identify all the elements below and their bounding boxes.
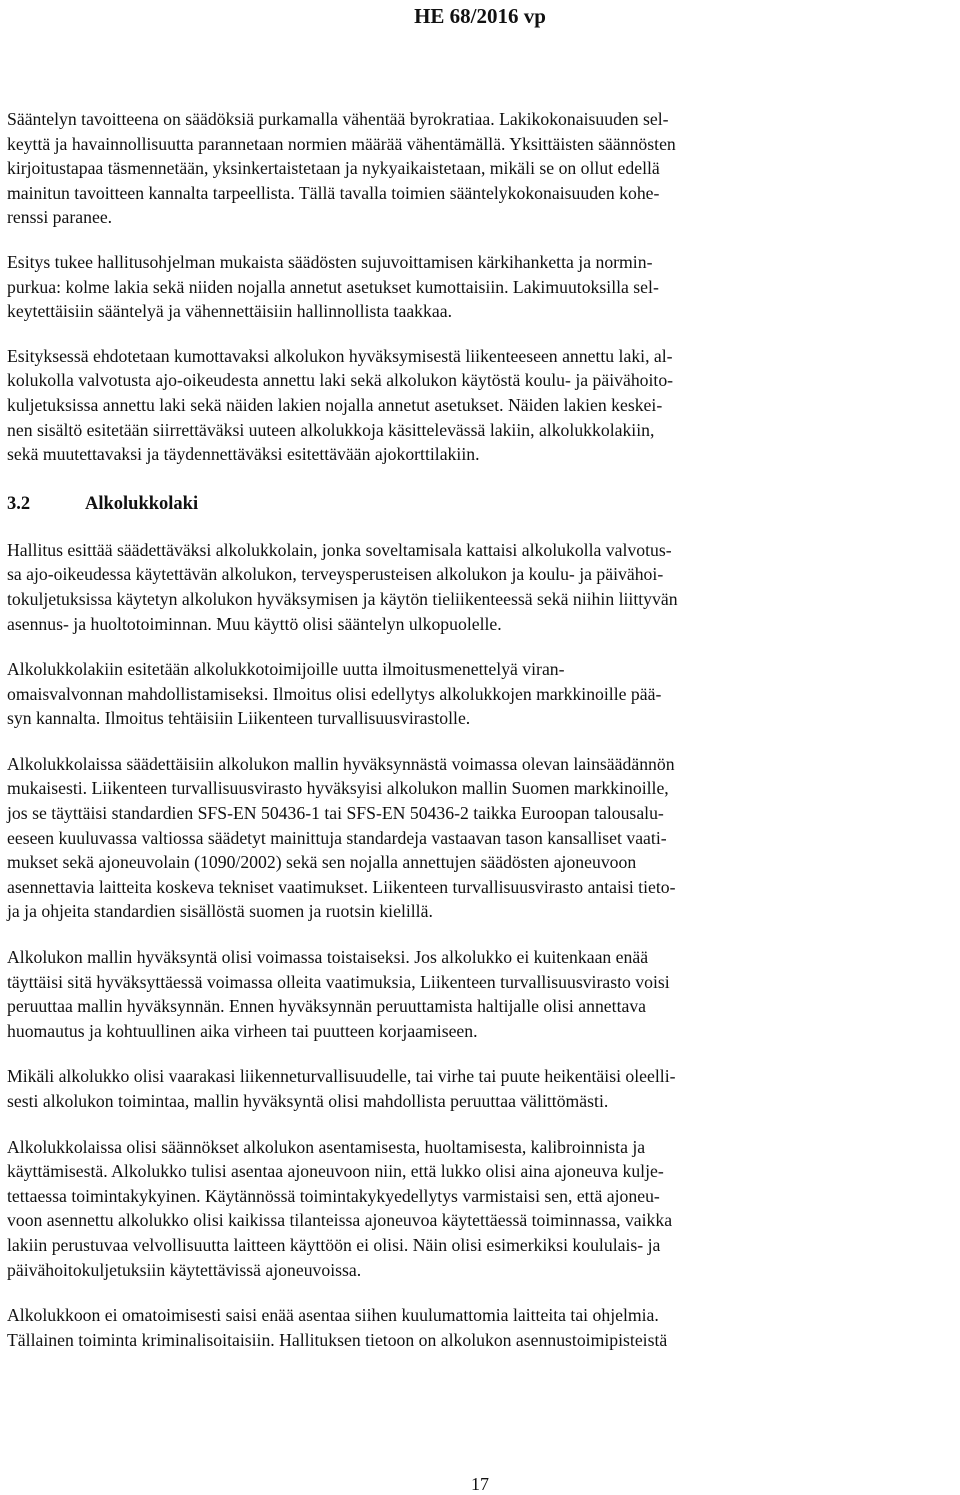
page-body (7, 107, 952, 1373)
paragraph-government-programme: Esitys tukee hallitusohjelman mukaista säädösten sujuvoittamisen kärkihanketta ja normin- purkua: kolme lakia sekä niiden nojalla annetut asetukset kumottaisiin. Lakimuutoksilla sel- keytettäisiin sääntelyä ja vähennettäisiin hallinnollista taakkaa. (7, 251, 659, 322)
paragraph-scope: Hallitus esittää säädettäväksi alkolukkolain, jonka soveltamisala kattaisi alkolukolla valvotus- sa ajo-oikeudessa käytettävän alkolukon, terveysperusteisen alkolukon ja koulu- ja päivähoi- tokuljetuksissa käytetyn alkolukon hyväksymisen ja käytön tieliikenteessä sekä niihin liittyvän asennus- ja huoltotoiminnan. Muu käyttö olisi sääntelyn ulkopuolelle. (7, 539, 678, 634)
paragraph-immediate-revocation: Mikäli alkolukko olisi vaarakasi liikenneturvallisuudelle, tai virhe tai puute heikentäisi oleelli- sesti alkolukon toimintaa, mallin hyväksyntä olisi mahdollista peruuttaa välittömästi. (7, 1066, 676, 1111)
page-number: 17 (471, 1474, 489, 1494)
document-id: HE 68/2016 vp (414, 4, 546, 28)
paragraph-approval-validity: Alkolukon mallin hyväksyntä olisi voimassa toistaiseksi. Jos alkolukko ei kuitenkaan enää täyttäisi sitä hyväksyttäessä voimassa olleita vaatimuksia, Liikenteen turvallisuusvirasto voisi peruuttaa mallin hyväksynnän. Ennen hyväksynnän peruuttamista haltijalle olisi annettava huomautus ja kohtuullinen aika virheen tai puutteen korjaamiseen. (7, 947, 670, 1041)
paragraph-regulation-goal: Sääntelyn tavoitteena on säädöksiä purkamalla vähentää byrokratiaa. Lakikokonaisuuden sel- keyttä ja havainnollisuutta parannetaan normien määrää vähentämällä. Yksittäisten säännösten kirjoitustapaa täsmennetään, yksinkertaistetaan ja nykyaikaistetaan, mikäli se on ollut edellä mainitun tavoitteen kannalta tarpeellista. Tällä tavalla toimien sääntelykokonaisuuden kohe- renssi paranee. (7, 109, 676, 228)
paragraph-repeal-proposal: Esityksessä ehdotetaan kumottavaksi alkolukon hyväksymisestä liikenteeseen annettu laki, al- kolukolla valvotusta ajo-oikeudesta annettu laki sekä alkolukon käytöstä koulu- ja päivähoito- kuljetuksissa annettu laki sekä näiden lakien nojalla annetut asetukset. Näiden lakien keskei- nen sisältö esitetään siirrettäväksi uuteen alkolukkoja käsittelevässä lakiin, alkolukkolakiin, sekä muutettavaksi ja täydennettäväksi esitettävään ajokorttilakiin. (7, 345, 674, 465)
section-heading (7, 492, 952, 516)
paragraph-model-approval: Alkolukkolaissa säädettäisiin alkolukon mallin hyväksynnästä voimassa olevan lainsäädännön mukaisesti. Liikenteen turvallisuusvirasto hyväksyisi alkolukon mallin Suomen markkinoille, jos se täyttäisi standardien SFS-EN 50436-1 tai SFS-EN 50436-2 taikka Euroopan talousalu- eeseen kuuluvassa valtiossa säädetyt mainittuja standardeja vastaavan tason kansalliset vaati- mukset sekä ajoneuvolain (1090/2002) sekä sen nojalla annettujen säädösten ajoneuvoon asennettavia laitteita koskeva tekniset vaatimukset. Liikenteen turvallisuusvirasto antaisi tieto- ja ja ohjeita standardien sisällöstä suomen ja ruotsin kielillä. (7, 753, 676, 922)
paragraph-installation-rules: Alkolukkolaissa olisi säännökset alkolukon asentamisesta, huoltamisesta, kalibroinnista ja käyttämisestä. Alkolukko tulisi asentaa ajoneuvoon niin, että lukko olisi aina ajoneuva kulje- tettaessa toimintakykyinen. Käytännössä toimintakykyedellytys varmistaisi sen, että ajoneu- voon asennettu alkolukko olisi kaikissa tilanteissa ajoneuvoa käytettäessä toiminnassa, vaikka lakiin perustuvaa velvollisuutta laitteen käyttöön ei olisi. Näin olisi esimerkiksi koululais- ja päivähoitokuljetuksiin käytettävissä ajoneuvoissa. (7, 1136, 673, 1280)
section-number: 3.2 (7, 493, 31, 514)
paragraph-unauthorized-devices: Alkolukkoon ei omatoimisesti saisi enää asentaa siihen kuulumattomia laitteita tai ohjelmia. Tällainen toiminta kriminalisoitaisiin. Hallituksen tietoon on alkolukon asennustoimipisteistä (7, 1305, 668, 1350)
document-header (0, 0, 960, 30)
section-title: Alkolukkolaki (85, 493, 199, 514)
paragraph-notification-procedure: Alkolukkolakiin esitetään alkolukkotoimijoille uutta ilmoitusmenettelyä viran- omaisvalvonnan mahdollistamiseksi. Ilmoitus olisi edellytys alkolukkojen markkinoille pää- syn kannalta. Ilmoitus tehtäisiin Liikenteen turvallisuusvirastolle. (7, 659, 662, 729)
